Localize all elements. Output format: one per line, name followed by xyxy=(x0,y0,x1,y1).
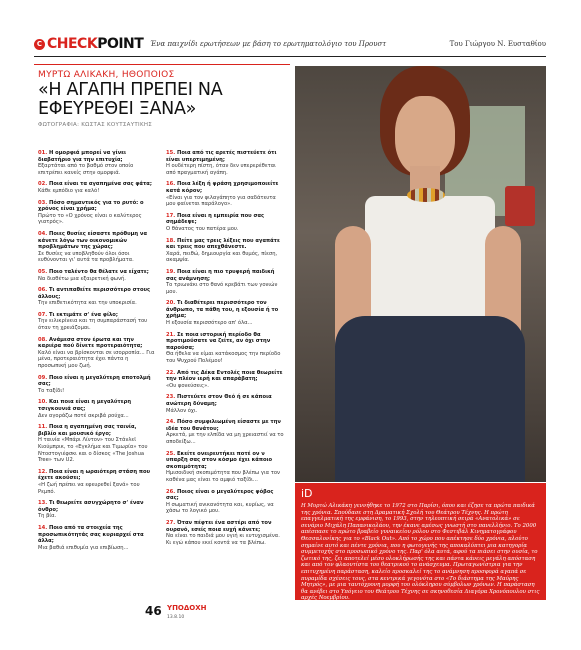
question-number: 19. xyxy=(166,268,176,275)
question-number: 03. xyxy=(38,199,48,206)
question xyxy=(166,394,284,407)
qa-item xyxy=(38,469,155,495)
question-number: 11. xyxy=(38,424,48,431)
question xyxy=(166,238,284,251)
answer: «Η ζωή πρέπει να εφευρεθεί ξανά» του Ρεμπό. xyxy=(38,481,140,495)
section-title xyxy=(47,36,143,52)
answer: Τη βία. xyxy=(38,513,57,520)
question-number: 08. xyxy=(38,336,48,343)
bio-box xyxy=(295,483,546,600)
question-number: 07. xyxy=(38,311,48,318)
answer: Αρκετά, με την ελπίδα να μη χρειαστεί να το αποδείξω... xyxy=(166,432,284,445)
question-number: 12. xyxy=(38,468,48,475)
headline: «Η ΑΓΑΠΗ ΠΡΕΠΕΙ ΝΑ ΕΦΕΥΡΕΘΕΙ ΞΑΝΑ» xyxy=(38,80,223,119)
question-number: 23. xyxy=(166,394,176,401)
question xyxy=(166,419,284,432)
answer: Την επιθετικότητα και την υποκρισία. xyxy=(38,300,137,307)
question-number: 06. xyxy=(38,287,48,294)
answer: Το ταξίδι! xyxy=(38,387,65,394)
question xyxy=(38,231,155,251)
header-divider xyxy=(34,56,546,57)
subject-divider xyxy=(34,64,290,65)
section-title-rest: POINT xyxy=(97,36,144,52)
question-text: Η ομορφιά μπορεί να γίνει διαβατήριο για την επιτυχία; xyxy=(38,150,127,163)
qa-item xyxy=(38,150,155,176)
question-number: 24. xyxy=(166,419,176,426)
question-text: Σε ποια ιστορική περίοδο θα προτιμούσατε να ζείτε, αν όχι στην παρούσα; xyxy=(166,331,271,351)
question-text: Ποια λέξη ή φράση χρησιμοποιείτε κατά κόρον; xyxy=(166,181,279,194)
question xyxy=(38,181,155,188)
qa-column-right xyxy=(166,150,284,551)
question-text: Ποιο από τα στοιχεία της προσωπικότητάς σας κυριαρχεί στα άλλα; xyxy=(38,524,144,545)
question xyxy=(38,399,155,412)
question-text: Πιστεύετε στον Θεό ή σε κάποια ανώτερη δύναμη; xyxy=(166,394,272,407)
question-text: Πόσο σημαντικός για το ρυτό: ο χρόνος είναι χρήμα; xyxy=(38,199,144,213)
question-number: 05. xyxy=(38,268,48,275)
answer: Σε θυσίες να υποβληθούν όλοι όσοι ευθύνονται γι' αυτά τα προβλήματα. xyxy=(38,250,134,264)
answer: Θα ήθελα να είμαι κατάκοσμος την περίοδο του Ψυχρού Πολέμου! xyxy=(166,351,281,365)
question-text: Ποια είναι τα αγαπημένα σας φάτα; xyxy=(49,181,152,188)
question xyxy=(38,469,155,482)
question-number: 16. xyxy=(166,181,176,188)
answer: Να είναι το παιδιά μου υγιή κι ευτυχισμένα. Κι εγώ κάπου εκεί κοντά να τα βλέπω. xyxy=(166,533,280,546)
question-number: 13. xyxy=(38,500,48,507)
answer: Μάλλον όχι. xyxy=(166,407,198,414)
question xyxy=(166,489,284,502)
qa-item xyxy=(38,399,155,419)
question-text: Από τις Δέκα Εντολές ποια θεωρείτε την πλέον ιερή και απαράβατη; xyxy=(166,369,283,383)
qa-item xyxy=(166,370,284,390)
question-number: 14. xyxy=(38,524,48,531)
question-text: Εκείτε ονειρευτήκει ποτέ ον ν υπαρξη σας στον κόσμο έχει κάποιο σκοπιμότητα; xyxy=(166,450,273,470)
photo-necklace xyxy=(407,188,445,202)
question xyxy=(38,337,155,350)
question xyxy=(166,451,284,471)
question xyxy=(38,525,155,545)
answer: Ο θάνατος του πατέρα μου. xyxy=(166,225,239,232)
question-number: 26. xyxy=(166,488,176,495)
magazine-name: ΥΠΟΔΟΧΗ xyxy=(167,604,207,612)
qa-item xyxy=(166,332,284,365)
question-text: Ποιο ταλέντο θα θέλατε να είχατε; xyxy=(49,268,149,275)
question-number: 09. xyxy=(38,374,48,381)
qa-item xyxy=(38,181,155,194)
question xyxy=(38,269,155,276)
page-header xyxy=(34,38,546,54)
photo-credit: ΦΩΤΟΓΡΑΦΙΑ: ΚΩΣΤΑΣ ΚΟΥΤΣΑΥΤΙΚΗΣ xyxy=(38,122,153,128)
question xyxy=(166,300,284,320)
brand-logo-icon: C xyxy=(34,39,45,50)
question-text: Ποιες θυσίες είσαστε πρόθυμη να κάνετε λόγω των οικονομικών προβλημάτων της χώρας; xyxy=(38,230,148,251)
photo-top xyxy=(365,196,495,316)
question xyxy=(166,181,284,194)
question-number: 22. xyxy=(166,369,176,376)
question-text: Τι αντιπαθείτε περισσότερο στους άλλους; xyxy=(38,287,151,300)
page-number: 46 xyxy=(145,604,162,618)
question xyxy=(166,213,284,226)
qa-item xyxy=(166,150,284,176)
qa-item xyxy=(38,424,155,464)
photo-face xyxy=(395,96,455,176)
question xyxy=(166,332,284,352)
qa-item xyxy=(166,489,284,515)
answer: Δεν αγοράζω ποτέ ακριβά ρούχα... xyxy=(38,412,129,419)
answer: Μια βαθιά επιθυμία για επιβίωση... xyxy=(38,544,129,551)
bio-text: Η Μυρτώ Αλικάκη γεννήθηκε το 1972 στο Παρίσι, όπου και έζησε τα πρώτα παιδικά της χρόνια. Σπούδασε στη Δραματική Σχολή του Θεάτρου Τέχνης. Η πρώτη επαγγελματική της εμφάνιση, το 1993, στην τηλεοπτική σειρά «Ανατολικά» σε σενάριο Μιχάλη Παπανικολάου, την έκανε αμέσως γνωστή στο πανελλήνιο. Το 2000 απέσπασε το πρώτο βραβείο γυναικείου ρόλου στο Φεστιβάλ Κινηματογράφου Θεσσαλονίκης για το «Black Out». Από το χώρο που απέκτησε δύο χρόνια, πλούτο σημαίνε αυτό και πέντε χρόνια, που η φωτογενής της αποκαλύπτει μια κατηγορία συμμετοχής στο προσωπικό χρόνο της. Παρ' όλα αυτά, αφού τα πιάσει στην ουσία, το ζωτικό της, ζει αποτελεί μέσο ολοκλήρωσής της και πάντα κάνεις μεγάλη απόσταση και από τον φλαουτίστα του θεατρικού το ανάσχευμα. Πρωταγωνίστρια για την επιτυχημένη παράσταση, καλείο προσκαλεί της το ανάμνηση προσφορά αγαπά σε πυραμίδα σχέσεις τους, στα κεντρικά γεγονότα στο «Το διάστημα της Μαύρης Μητρός», με μια ταυτόχρονη μορφή του ολόκληρου σύμβολων χρόνων. Η παράσταση θα ανέβει στο Υπόγειο του Θεάτρου Τέχνης σε σκηνοθεσία Διαγόρα Χρονόπουλου στις αρχές Νοεμβρίου. xyxy=(301,503,540,602)
question-text: Ποια είναι η εμπειρία που σας σημάδεψε; xyxy=(166,212,265,226)
qa-item xyxy=(38,525,155,551)
question xyxy=(166,150,284,163)
qa-item xyxy=(38,500,155,520)
question-text: Ποια από τις αρετές πιστεύετε ότι είναι υπερτιμημένη; xyxy=(166,150,277,163)
interview-subject: ΜΥΡΤΩ ΑΛΙΚΑΚΗ, ΗΘΟΠΟΙΟΣ xyxy=(38,70,175,80)
answer: Να διαθέτω μια εξαιρετική φωνή. xyxy=(38,275,126,282)
qa-item xyxy=(166,238,284,264)
question-number: 25. xyxy=(166,450,176,457)
question-text: Και ποια είναι η μεγαλύτερη τσιγκουνιά σας; xyxy=(38,399,132,412)
portrait-photo xyxy=(295,66,546,482)
answer: «Είναι για τον φιλαγάπητο για σαδάτευτα μου φαίνεται παράλογο». xyxy=(166,194,276,208)
qa-item xyxy=(166,213,284,233)
question xyxy=(38,500,155,513)
answer: Καλό είναι να βρίσκονται σε ισορροπία... Για μένα, προτεραιότητα έχει πάντα η προσωπική μου ζωή. xyxy=(38,349,155,370)
answer: Η εξουσία περισσότερο απ' όλα... xyxy=(166,320,253,327)
answer: Ημισοιδική σκοπιμότητα που βλέπω για τον καθένα μας είναι το αμφιό ταξίδι... xyxy=(166,470,280,483)
question-text: Ποια η αγαπημένη σας ταινία, βιβλίο και μουσικό έργο; xyxy=(38,424,137,437)
question-text: Τι διαθέτερει περισσότερο τον άνθρωπο, τα πάθη του, η εξουσία ή το χρήμα; xyxy=(166,300,279,320)
question-number: 01. xyxy=(38,150,48,156)
section-title-red: CHECK xyxy=(47,36,98,52)
answer: Πρώτο το «Ο χρόνος είναι ο καλύτερος γιατρός». xyxy=(38,212,142,226)
question xyxy=(38,375,155,388)
question-number: 15. xyxy=(166,150,176,156)
qa-item xyxy=(166,419,284,445)
qa-column-left xyxy=(38,150,155,556)
qa-item xyxy=(38,287,155,307)
answer: «Ου φονεύσεις». xyxy=(166,382,209,389)
question-number: 10. xyxy=(38,399,48,406)
answer: Την ειλικρίνεια και τη συμπαράστασή του όταν τη χρειάζομαι. xyxy=(38,318,148,332)
question-number: 18. xyxy=(166,237,176,244)
question-text: Όταν πέφτει ένα αστέρι από τον ουρανό, εσείς ποια ευχή κάνετε; xyxy=(166,519,272,533)
question xyxy=(38,150,155,163)
qa-item xyxy=(166,300,284,326)
question-text: Ποιος είναι ο μεγαλύτερος φόβος σας; xyxy=(166,488,274,502)
answer: Η ουδέτερη πίστη, όταν δεν υπερερέθεται από πραγματική αγάπη. xyxy=(166,163,276,176)
question-number: 17. xyxy=(166,212,176,219)
qa-item xyxy=(38,337,155,370)
question-number: 20. xyxy=(166,300,176,307)
qa-item xyxy=(166,181,284,207)
question-text: Ποια είναι η πιο τρυφερή παιδική σας ανάμνηση; xyxy=(166,268,275,282)
question-text: Πείτε μας τρεις λέξεις που αγαπάτε και τρεις που απεχθάνεστε. xyxy=(166,237,280,251)
section-tagline: Ένα παιχνίδι ερωτήσεων με βάση το ερωτηματολόγιο του Προυστ xyxy=(150,40,387,48)
question xyxy=(38,200,155,213)
qa-item xyxy=(38,375,155,395)
answer: Το τριωνάκι στο θανό κρεβάτι των γονιών μου. xyxy=(166,282,278,295)
answer: Κάθε εμπόδιο για καλό! xyxy=(38,187,100,194)
question-text: Τι θεωρείτε ασυγχώρητο σ' έναν όνθρο; xyxy=(38,500,144,513)
question xyxy=(166,370,284,383)
qa-item xyxy=(166,269,284,295)
question-text: Ανάμεσα στον έρωτα και την καριέρα πού δίνετε προτεραιότητα; xyxy=(38,336,143,350)
issue-date: 13.8.10 xyxy=(167,615,185,620)
qa-item xyxy=(166,520,284,546)
qa-item xyxy=(38,200,155,226)
question-number: 02. xyxy=(38,181,48,188)
qa-item xyxy=(166,394,284,414)
question-text: Τι εκτιμάτε σ' ένα φίλο; xyxy=(49,311,118,318)
answer: Η σωματική ανικανότητα και, κυρίως, να χάσω το λογικό μου. xyxy=(166,501,274,515)
question xyxy=(166,269,284,282)
qa-item xyxy=(38,231,155,264)
qa-item xyxy=(38,269,155,282)
answer: Η ταινία «Μπάρι Λίντον» του Στάνλεϊ Κιούμπρικ, το «Εγκλήμα και Τιμωρία» του Ντοστογιέφσκι και ο δίσκος «The Joshua Tree» των U2. xyxy=(38,437,148,464)
question xyxy=(38,287,155,300)
qa-item xyxy=(38,312,155,332)
byline: Του Γιώργου Ν. Ευσταθίου xyxy=(449,40,546,48)
question-text: Ποια είναι η ωραιότερη στάση που έχετε ακούσει; xyxy=(38,468,151,482)
bio-label: iD xyxy=(301,487,313,500)
question-text: Πόσο συμφιλιωμένη είσαστε με την ιδέα του θανάτου; xyxy=(166,419,281,432)
photo-lamp xyxy=(505,186,535,226)
question xyxy=(166,520,284,533)
question-number: 21. xyxy=(166,331,176,338)
photo-jeans xyxy=(335,316,525,482)
question xyxy=(38,424,155,437)
question-number: 27. xyxy=(166,519,176,526)
answer: Χαρά, πειθώ, δημιουργία και θυμός, πίεση, ακαμψία. xyxy=(166,250,278,264)
question-text: Ποιο είναι η μεγαλύτερη αποτολμή σας; xyxy=(38,374,151,388)
answer: Εξαρτάται από το βαθμό στον οποίο επιτρέπει κανείς στην ομορφιά. xyxy=(38,163,134,176)
question-number: 04. xyxy=(38,230,48,237)
qa-item xyxy=(166,451,284,484)
